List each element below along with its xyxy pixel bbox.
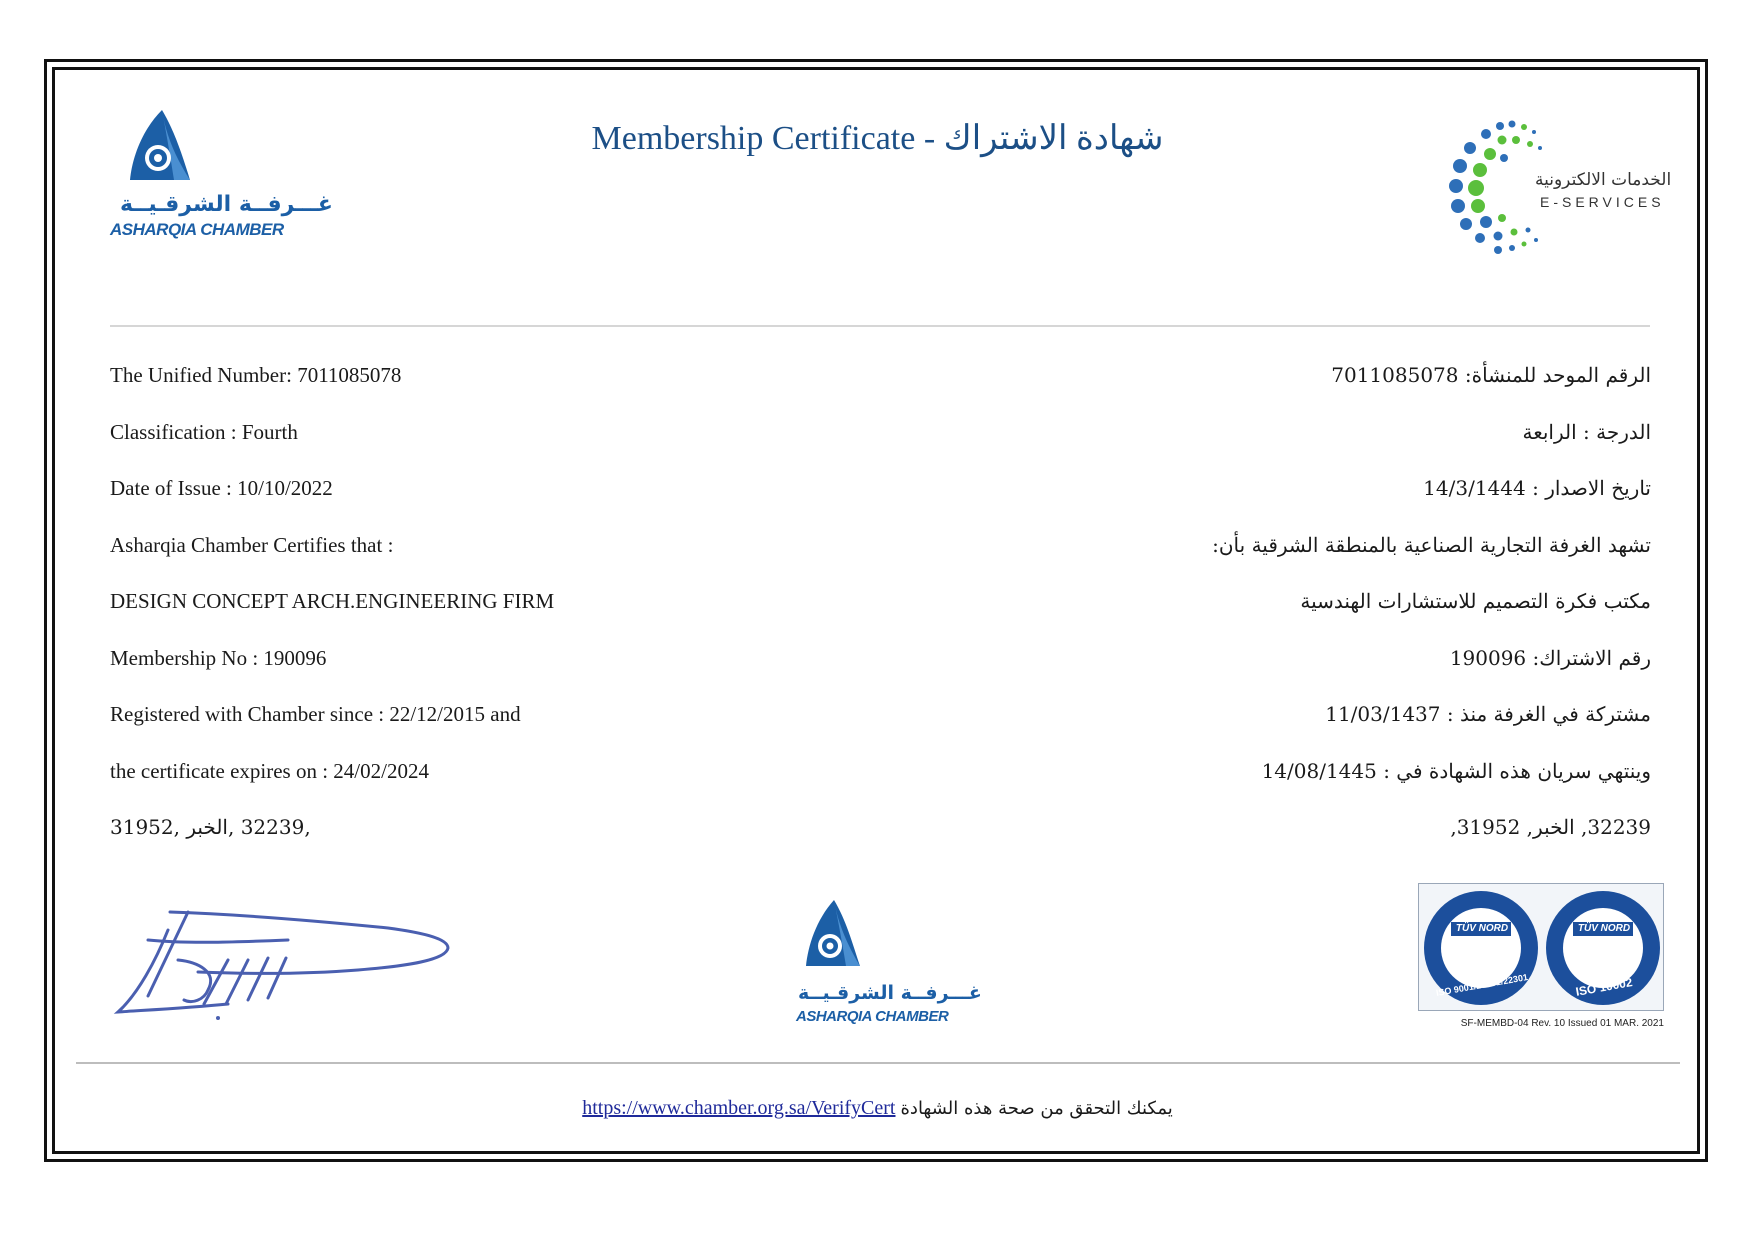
top-divider [110, 325, 1650, 327]
logo-name-english: ASHARQIA CHAMBER [796, 1008, 949, 1025]
tuv-cert-iso-9001: ISO 9001/27001/22301 [1435, 971, 1529, 999]
bottom-divider [76, 1062, 1680, 1064]
certifies-that-en: Asharqia Chamber Certifies that : [110, 533, 394, 557]
tuv-cert-iso-10002: ISO 10002 [1574, 975, 1634, 999]
verify-link[interactable]: https://www.chamber.org.sa/VerifyCert [582, 1097, 896, 1119]
eservices-logo [1440, 118, 1672, 258]
verify-text-arabic: يمكنك التحقق من صحة هذه الشهادة [900, 1098, 1173, 1119]
sail-emblem-icon [120, 110, 320, 190]
verify-footer [0, 1097, 1755, 1120]
form-reference: SF-MEMBD-04 Rev. 10 Issued 01 MAR. 2021 [1460, 1018, 1664, 1029]
logo-name-english: ASHARQIA CHAMBER [110, 220, 284, 239]
date-of-issue-en: Date of Issue : 10/10/2022 [110, 476, 333, 500]
registered-since-ar: مشتركة في الغرفة منذ : 11/03/1437 [1325, 702, 1651, 726]
certificate-title: Membership Certificate - شهادة الاشتراك [591, 120, 1164, 157]
signature-image [108, 900, 458, 1030]
eservices-label-arabic: الخدمات الالكترونية [1535, 170, 1672, 190]
certifies-that-ar: تشهد الغرفة التجارية الصناعية بالمنطقة الشرقية بأن: [1212, 533, 1651, 557]
eservices-label-english: E-SERVICES [1540, 194, 1665, 210]
classification-en: Classification : Fourth [110, 420, 298, 444]
classification-ar: الدرجة : الرابعة [1522, 420, 1651, 444]
tuv-brand-right: TÜV NORD [1577, 923, 1631, 934]
membership-number-en: Membership No : 190096 [110, 646, 327, 670]
logo-name-arabic: غـــرفــة الشرقـيــة [120, 192, 333, 217]
sail-emblem-icon [796, 900, 966, 980]
expiry-date-en: the certificate expires on : 24/02/2024 [110, 759, 429, 783]
logo-name-arabic: غـــرفــة الشرقـيــة [798, 982, 982, 1004]
asharqia-chamber-logo [110, 120, 333, 270]
unified-number-en: The Unified Number: 7011085078 [110, 363, 402, 387]
company-name-en: DESIGN CONCEPT ARCH.ENGINEERING FIRM [110, 589, 555, 613]
registered-since-en: Registered with Chamber since : 22/12/2015 and [110, 702, 521, 726]
unified-number-ar: الرقم الموحد للمنشأة: 7011085078 [1331, 363, 1651, 387]
tuv-brand-left: TÜV NORD [1455, 923, 1509, 934]
membership-number-ar: رقم الاشتراك: 190096 [1449, 646, 1651, 670]
address-ar: 32239, الخبر, 31952, [1450, 815, 1651, 839]
tuv-certification-badges [1418, 883, 1664, 1011]
asharqia-chamber-logo-bottom [796, 900, 982, 1040]
eservices-dots-icon [1440, 118, 1550, 258]
company-name-ar: مكتب فكرة التصميم للاستشارات الهندسية [1300, 589, 1651, 613]
expiry-date-ar: وينتهي سريان هذه الشهادة في : 14/08/1445 [1261, 759, 1651, 783]
address-en: ,32239 ,الخبر ,31952 [110, 815, 311, 839]
date-of-issue-ar: تاريخ الاصدار : 14/3/1444 [1423, 476, 1651, 500]
